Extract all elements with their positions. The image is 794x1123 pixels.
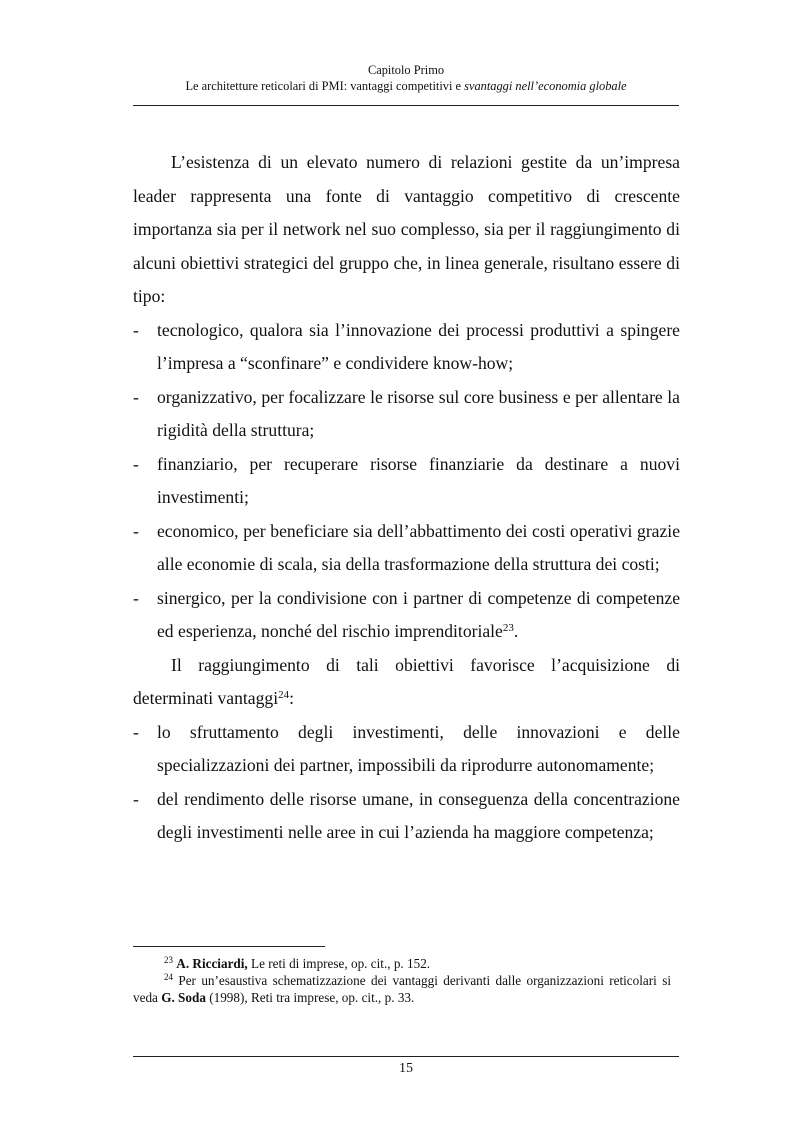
footnote-number: 24: [164, 972, 173, 982]
footnote-number: 23: [164, 955, 173, 965]
list-dash: -: [133, 587, 139, 608]
footnote-ref-24[interactable]: 24: [278, 689, 290, 701]
list-item: [133, 515, 680, 582]
chapter-subtitle: [133, 78, 679, 94]
list-item-text: del rendimento delle risorse umane, in conseguenza della concentrazione degli investimenti nelle aree in cui l’azienda ha maggiore competenza;: [157, 788, 680, 842]
paragraph-2: [133, 649, 680, 716]
main-text: [133, 146, 680, 850]
footer-rule: [133, 1056, 679, 1057]
list-item: [133, 783, 680, 850]
list-item-text: economico, per beneficiare sia dell’abbattimento dei costi operativi grazie alle economie di scala, sia della trasformazione della struttura dei costi;: [157, 520, 680, 574]
list-dash: -: [133, 520, 139, 541]
list-item: [133, 448, 680, 515]
advantages-list: [133, 716, 680, 850]
footnote-separator: [133, 946, 325, 947]
list-item-text: sinergico, per la condivisione con i partner di competenze di competenze ed esperienza, nonché del rischio imprenditoriale: [157, 587, 680, 641]
footnote-text-pre: Per un’esaustiva schematizzazione dei vantaggi derivanti dalle organizzazioni reticolari si veda: [133, 973, 671, 1005]
list-item: [133, 716, 680, 783]
footnote-23: [133, 955, 671, 972]
footnote-text: Le reti di imprese, op. cit., p. 152.: [247, 956, 431, 971]
paragraph-2-end: :: [289, 688, 294, 708]
paragraph-2-text: Il raggiungimento di tali obiettivi favorisce l’acquisizione di determinati vantaggi: [133, 654, 680, 708]
list-item-text: tecnologico, qualora sia l’innovazione dei processi produttivi a spingere l’impresa a “sconfinare” e condividere know-how;: [157, 319, 680, 373]
footnote-author: A. Ricciardi,: [176, 956, 248, 971]
list-dash: -: [133, 453, 139, 474]
list-item-text: lo sfruttamento degli investimenti, delle innovazioni e delle specializzazioni dei partner, impossibili da riprodurre autonomamente;: [157, 721, 680, 775]
header-rule: [133, 105, 679, 106]
paragraph-1: L’esistenza di un elevato numero di relazioni gestite da un’impresa leader rappresenta una fonte di vantaggio competitivo di crescente importanza sia per il network nel suo complesso, sia per il raggiungimento di alcuni obiettivi strategici del gruppo che, in linea generale, risultano essere di tipo:: [133, 152, 680, 306]
footnotes: [133, 955, 671, 1006]
subtitle-plain: Le architetture reticolari di PMI: vantaggi competitivi e: [185, 79, 465, 93]
list-dash: -: [133, 788, 139, 809]
chapter-title: Capitolo Primo: [367, 63, 445, 77]
list-item-end: .: [513, 621, 519, 641]
list-item-text: finanziario, per recuperare risorse finanziarie da destinare a nuovi investimenti;: [157, 453, 680, 507]
list-item: [133, 582, 680, 649]
list-dash: -: [133, 721, 139, 742]
list-dash: -: [133, 319, 139, 340]
list-item-text: organizzativo, per focalizzare le risorse sul core business e per allentare la rigidità della struttura;: [157, 386, 680, 440]
list-item: [133, 381, 680, 448]
page-number: 15: [399, 1061, 413, 1076]
running-header: [133, 62, 679, 94]
list-item: [133, 314, 680, 381]
subtitle-italic: svantaggi nell’economia globale: [464, 79, 627, 93]
footnote-ref-23[interactable]: 23: [502, 622, 514, 634]
footnote-text: (1998), Reti tra imprese, op. cit., p. 33.: [205, 990, 415, 1005]
objectives-list: [133, 314, 680, 649]
footnote-author: G. Soda: [161, 990, 206, 1005]
footnote-24: [133, 972, 671, 1006]
list-dash: -: [133, 386, 139, 407]
